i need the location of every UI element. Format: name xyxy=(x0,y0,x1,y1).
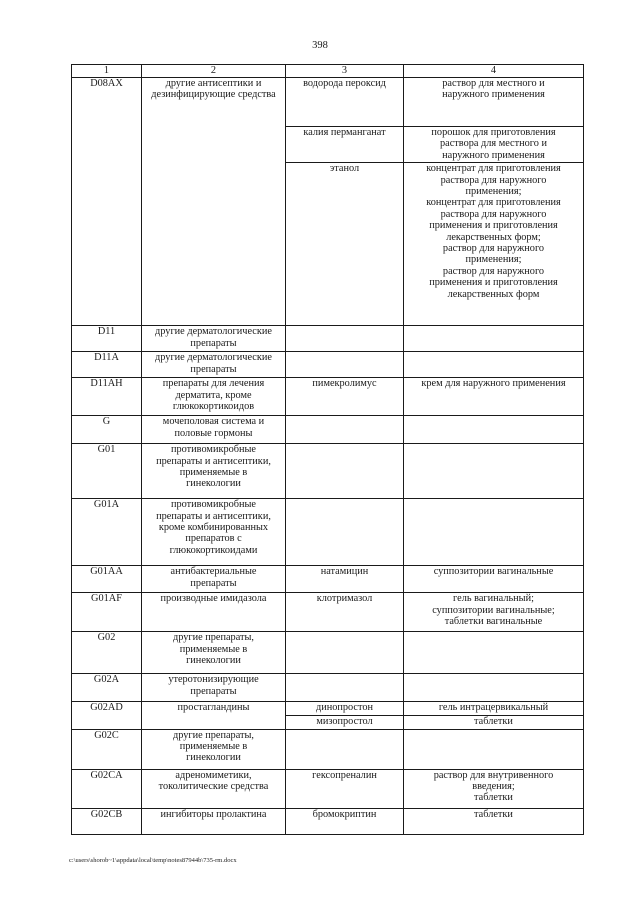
anatomical-group-cell: другие препараты, применяемые в гинекологии xyxy=(142,632,286,674)
drug-name-cell: водорода пероксид xyxy=(286,78,404,127)
dosage-form-cell: таблетки xyxy=(404,808,584,834)
header-col-3: 3 xyxy=(286,65,404,78)
anatomical-group-cell: препараты для лечения дерматита, кроме глюкокортикоидов xyxy=(142,378,286,416)
atc-code-cell: G02 xyxy=(72,632,142,674)
atc-code-cell: G02C xyxy=(72,729,142,769)
atc-code-cell: G01AF xyxy=(72,593,142,632)
table-row xyxy=(72,326,584,352)
anatomical-group-cell: другие препараты, применяемые в гинекологии xyxy=(142,729,286,769)
dosage-form-cell xyxy=(404,444,584,499)
dosage-form-cell xyxy=(404,632,584,674)
dosage-form-cell xyxy=(404,326,584,352)
drug-name-cell: пимекролимус xyxy=(286,378,404,416)
drug-name-cell xyxy=(286,674,404,702)
dosage-form-cell: таблетки xyxy=(404,716,584,729)
anatomical-group-cell: производные имидазола xyxy=(142,593,286,632)
anatomical-group-cell: другие дерматологические препараты xyxy=(142,326,286,352)
dosage-form-cell: порошок для приготовления раствора для местного и наружного применения xyxy=(404,127,584,163)
table-row xyxy=(72,444,584,499)
table-row xyxy=(72,78,584,127)
drug-name-cell: динопростон xyxy=(286,702,404,716)
table-row xyxy=(72,352,584,378)
table-row xyxy=(72,499,584,566)
table-row xyxy=(72,702,584,716)
anatomical-group-cell: простагландины xyxy=(142,702,286,729)
table-row xyxy=(72,378,584,416)
footer-file-path: c:\users\shorob~1\appdata\local\temp\notes87944b\735-rm.docx xyxy=(69,857,237,864)
drug-name-cell xyxy=(286,326,404,352)
drug-name-cell xyxy=(286,632,404,674)
atc-code-cell: D11A xyxy=(72,352,142,378)
dosage-form-cell: суппозитории вагинальные xyxy=(404,566,584,593)
header-col-1: 1 xyxy=(72,65,142,78)
anatomical-group-cell: другие антисептики и дезинфицирующие средства xyxy=(142,78,286,326)
dosage-form-cell: гель интрацервикальный xyxy=(404,702,584,716)
drug-name-cell: бромокриптин xyxy=(286,808,404,834)
anatomical-group-cell: противомикробные препараты и антисептики, применяемые в гинекологии xyxy=(142,444,286,499)
anatomical-group-cell: ингибиторы пролактина xyxy=(142,808,286,834)
dosage-form-cell: концентрат для приготовления раствора для наружного применения; концентрат для приготовления раствора для наружного применения и приготовления лекарственных форм; раствор для наружного применения; раствор для наружного применения и приготовления лекарственных форм xyxy=(404,163,584,326)
dosage-form-cell xyxy=(404,674,584,702)
dosage-form-cell xyxy=(404,729,584,769)
atc-code-cell: G01AA xyxy=(72,566,142,593)
atc-code-cell: G02A xyxy=(72,674,142,702)
dosage-form-cell: крем для наружного применения xyxy=(404,378,584,416)
header-row xyxy=(72,65,584,78)
anatomical-group-cell: адреномиметики, токолитические средства xyxy=(142,769,286,808)
drug-name-cell: этанол xyxy=(286,163,404,326)
page-number: 398 xyxy=(312,40,328,51)
drug-name-cell xyxy=(286,444,404,499)
atc-code-cell: D11 xyxy=(72,326,142,352)
table-row xyxy=(72,632,584,674)
drug-name-cell xyxy=(286,729,404,769)
drug-name-cell: клотримазол xyxy=(286,593,404,632)
drug-name-cell: натамицин xyxy=(286,566,404,593)
drug-name-cell xyxy=(286,416,404,444)
table-row xyxy=(72,416,584,444)
atc-code-cell: G02AD xyxy=(72,702,142,729)
dosage-form-cell: раствор для внутривенного введения; таблетки xyxy=(404,769,584,808)
atc-code-cell: G02CA xyxy=(72,769,142,808)
drug-name-cell: калия перманганат xyxy=(286,127,404,163)
drug-name-cell: гексопреналин xyxy=(286,769,404,808)
atc-code-cell: G xyxy=(72,416,142,444)
dosage-form-cell xyxy=(404,352,584,378)
drug-name-cell xyxy=(286,352,404,378)
table-body xyxy=(72,78,584,835)
dosage-form-cell xyxy=(404,499,584,566)
dosage-form-cell xyxy=(404,416,584,444)
table-header xyxy=(72,65,584,78)
dosage-form-cell: гель вагинальный; суппозитории вагинальные; таблетки вагинальные xyxy=(404,593,584,632)
table-row xyxy=(72,674,584,702)
table-row xyxy=(72,566,584,593)
atc-code-cell: D08AX xyxy=(72,78,142,326)
medication-table xyxy=(71,64,584,835)
drug-name-cell xyxy=(286,499,404,566)
dosage-form-cell: раствор для местного и наружного применения xyxy=(404,78,584,127)
anatomical-group-cell: противомикробные препараты и антисептики, кроме комбинированных препаратов с глюкокортикоидами xyxy=(142,499,286,566)
drug-name-cell: мизопростол xyxy=(286,716,404,729)
table-row xyxy=(72,593,584,632)
anatomical-group-cell: мочеполовая система и половые гормоны xyxy=(142,416,286,444)
atc-code-cell: G02CB xyxy=(72,808,142,834)
atc-code-cell: G01 xyxy=(72,444,142,499)
anatomical-group-cell: утеротонизирующие препараты xyxy=(142,674,286,702)
atc-code-cell: D11AH xyxy=(72,378,142,416)
anatomical-group-cell: антибактериальные препараты xyxy=(142,566,286,593)
header-col-4: 4 xyxy=(404,65,584,78)
atc-code-cell: G01A xyxy=(72,499,142,566)
table-row xyxy=(72,729,584,769)
table-row xyxy=(72,769,584,808)
table-row xyxy=(72,808,584,834)
header-col-2: 2 xyxy=(142,65,286,78)
anatomical-group-cell: другие дерматологические препараты xyxy=(142,352,286,378)
